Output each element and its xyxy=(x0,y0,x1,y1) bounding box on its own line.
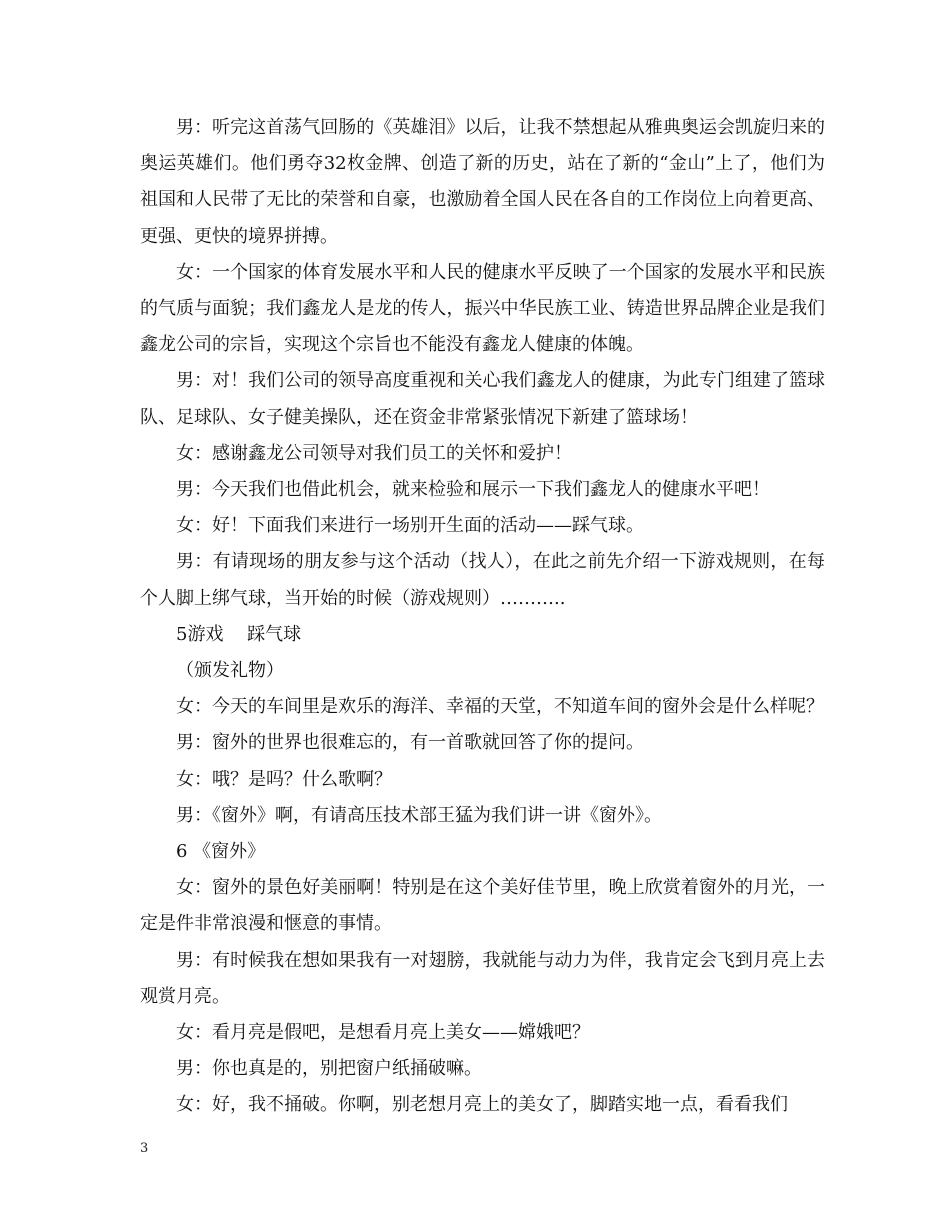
section-heading: 6 《窗外》 xyxy=(176,841,266,863)
paragraph: 男：有请现场的朋友参与这个活动（找人），在此之前先介绍一下游戏规则，在每个人脚上绑气球，当开始的时候（游戏规则）……….. xyxy=(140,551,825,609)
paragraph: 男：今天我们也借此机会，就来检验和展示一下我们鑫龙人的健康水平吧！ xyxy=(176,479,770,501)
paragraph: 女：看月亮是假吧，是想看月亮上美女——嫦娥吧？ xyxy=(176,1022,590,1044)
paragraph: 男：有时候我在想如果我有一对翅膀，我就能与动力为伴，我肯定会飞到月亮上去观赏月亮。 xyxy=(140,949,825,1007)
paragraph: 男：听完这首荡气回肠的《英雄泪》以后，让我不禁想起从雅典奥运会凯旋归来的奥运英雄们。他们勇夺32枚金牌、创造了新的历史，站在了新的“金山”上了，他们为祖国和人民带了无比的荣誉和自豪，也激励着全国人民在各自的工作岗位上向着更高、更强、更快的境界拼搏。 xyxy=(140,117,825,247)
paragraph: 男：你也真是的，别把窗户纸捅破嘛。 xyxy=(176,1058,482,1080)
paragraph: 女：好！下面我们来进行一场别开生面的活动——踩气球。 xyxy=(176,515,644,537)
stage-direction: （颁发礼物） xyxy=(176,660,284,682)
page-number: 3 xyxy=(140,1141,149,1156)
paragraph: 女：窗外的景色好美丽啊！特别是在这个美好佳节里，晚上欣赏着窗外的月光，一定是件非常浪漫和惬意的事情。 xyxy=(140,877,825,935)
paragraph: 女：一个国家的体育发展水平和人民的健康水平反映了一个国家的发展水平和民族的气质与面貌；我们鑫龙人是龙的传人，振兴中华民族工业、铸造世界品牌企业是我们鑫龙公司的宗旨，实现这个宗旨也不能没有鑫龙人健康的体魄。 xyxy=(140,261,825,356)
body-text xyxy=(140,110,825,1124)
paragraph: 男：窗外的世界也很难忘的，有一首歌就回答了你的提问。 xyxy=(176,732,644,754)
paragraph: 女：哦？是吗？什么歌啊？ xyxy=(176,768,392,790)
paragraph: 女：感谢鑫龙公司领导对我们员工的关怀和爱护！ xyxy=(176,442,572,464)
section-heading: 5游戏 踩气球 xyxy=(176,623,302,645)
paragraph: 女：好，我不捅破。你啊，别老想月亮上的美女了，脚踏实地一点，看看我们 xyxy=(176,1094,788,1116)
paragraph: 男：《窗外》啊，有请高压技术部王猛为我们讲一讲《窗外》。 xyxy=(176,804,662,826)
paragraph: 女：今天的车间里是欢乐的海洋、幸福的天堂，不知道车间的窗外会是什么样呢？ xyxy=(176,696,824,718)
paragraph: 男：对！我们公司的领导高度重视和关心我们鑫龙人的健康，为此专门组建了篮球队、足球队、女子健美操队，还在资金非常紧张情况下新建了篮球场！ xyxy=(140,370,825,428)
